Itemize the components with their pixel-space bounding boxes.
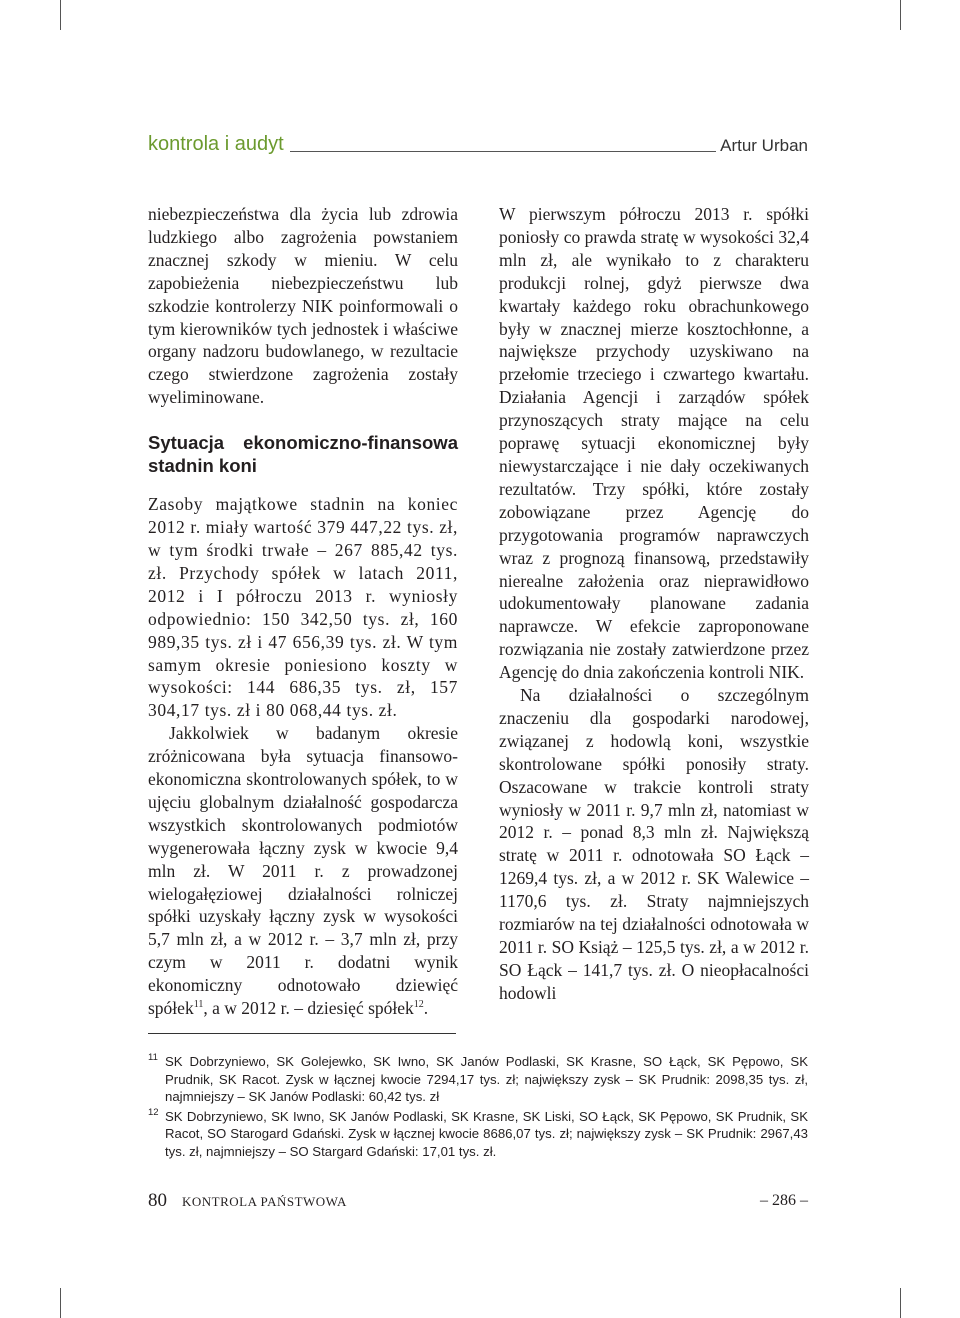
crop-mark (900, 0, 901, 30)
page-footer (148, 1190, 808, 1214)
footnote-12 (148, 1108, 808, 1161)
running-header (148, 133, 808, 163)
left-paragraph-1: niebezpieczeństwa dla życia lub zdrowia ludzkiego albo zagrożenia powstaniem znacznej szkody w mieniu. W celu zapobieżenia niebezpieczeństwu lub szkodzie kontrolerzy NIK poinformowali o tym kierowników tych jednostek i właściwe organy nadzoru budowlanego, w rezultacie czego stwierdzone zagrożenia zostały wyeliminowane. (148, 204, 458, 408)
footnote-ref-12[interactable]: 12 (413, 999, 424, 1011)
footnote-number: 11 (148, 1052, 158, 1063)
left-paragraph-3-text-mid: , a w 2012 r. – dziesięć spółek (203, 998, 414, 1019)
right-paragraph-1: W pierwszym półroczu 2013 r. spółki poniosły co prawda stratę w wysokości 32,4 mln zł, ale wynikało to z charakteru produkcji rolnej, gdyż pierwsze dwa kwartały każdego roku obrachunkowego były w znacznej mierze kosztochłonne, a największe przychody uzyskiwano na przełomie trzeciego i czwartego kwartału. Działania Agencji i zarządów spółek przynoszących straty mające na celu poprawę sytuacji ekonomicznej były niewystarczające i nie dały oczekiwanych rezultatów. Trzy spółki, które zostały zobowiązane przez Agencję do przygotowania programów naprawczych wraz z prognozą finansową, przedstawiły nierealne założenia oraz nieprawidłowo udokumentowały planowane zadania naprawcze. W efekcie zaproponowane rozwiązania nie zostały zatwierdzone przez Agencję do dnia zakończenia kontroli NIK. (499, 204, 809, 683)
left-paragraph-3-text: Jakkolwiek w badanym okresie zróżnicowana była sytuacja finansowo-ekonomiczna skontrolowanych spółek, to w ujęciu globalnym działalność gospodarcza wszystkich skontrolowanych podmiotów wygenerowała łączny zysk w kwocie 9,4 mln zł. W 2011 r. z prowadzonej wielogałęziowej działalności rolniczej spółki uzyskały łączny zysk w wysokości 5,7 mln zł, a w 2012 r. – 3,7 mln zł, przy czym w 2011 r. dodatni wynik ekonomiczny odnotowało dziewięć spółek (148, 723, 458, 1019)
header-rule (290, 151, 716, 152)
footnote-11 (148, 1053, 808, 1106)
journal-name: KONTROLA PAŃSTWOWA (182, 1194, 347, 1209)
crop-mark (60, 0, 61, 30)
issue-number: – 286 – (760, 1192, 808, 1209)
left-paragraph-3-text-end: . (423, 998, 429, 1019)
section-label: kontrola i audyt (148, 133, 284, 155)
author-name: Artur Urban (720, 136, 808, 155)
left-paragraph-3 (148, 722, 458, 1020)
footnote-text: SK Dobrzyniewo, SK Iwno, SK Janów Podlaski, SK Krasne, SK Liski, SO Łąck, SK Pępowo, SK Prudnik, SK Racot, SO Starogard Gdański. Zysk w łącznej kwocie 8686,07 tys. zł; największy zysk – SK Prudnik: 2967,43 tys. zł, najmniejszy – SO Stargard Gdański: 17,01 tys. zł. (165, 1108, 808, 1159)
right-paragraph-2: Na działalności o szczególnym znaczeniu dla gospodarki narodowej, związanej z hodowlą koni, wszystkie skontrolowane spółki ponosiły straty. Oszacowane w trakcie kontroli straty wyniosły w 2011 r. 9,7 mln zł, natomiast w 2012 r. – ponad 8,3 mln zł. Największą stratę w 2011 r. odnotowała SO Łąck – 1269,4 tys. zł, a w 2012 r. SK Walewice – 1170,6 tys. zł. Straty najmniejszych rozmiarów na tej działalności odnotowała w 2011 r. SO Książ – 125,5 tys. zł, a w 2012 r. SO Łąck – 141,7 tys. zł. O nieopłacalności hodowli (499, 685, 809, 1003)
right-column (499, 203, 809, 1005)
page-number: 80 (148, 1190, 167, 1211)
footnote-ref-11[interactable]: 11 (193, 999, 204, 1011)
crop-mark (60, 1288, 61, 1318)
footnote-rule (148, 1033, 456, 1034)
footnote-number: 12 (148, 1106, 159, 1118)
footnote-text: SK Dobrzyniewo, SK Golejewko, SK Iwno, SK Janów Podlaski, SK Krasne, SO Łąck, SK Pępowo, SK Prudnik, SK Racot. Zysk w łącznej kwocie 7294,17 tys. zł; największy zysk – SK Prudnik: 2098,35 tys. zł, najmniejszy – SK Janów Podlaski: 60,42 tys. zł (165, 1054, 808, 1104)
crop-mark (900, 1288, 901, 1318)
left-paragraph-2: Zasoby majątkowe stadnin na koniec 2012 r. miały wartość 379 447,22 tys. zł, w tym środki trwałe – 267 885,42 tys. zł. Przychody spółek w latach 2011, 2012 i I półroczu 2013 r. wyniosły odpowiednio: 150 342,50 tys. zł, 160 989,35 tys. zł i 47 656,39 tys. zł. W tym samym okresie poniesiono koszty w wysokości: 144 686,35 tys. zł, 157 304,17 tys. zł i 80 068,44 tys. zł. (148, 494, 458, 721)
section-heading: Sytuacja ekonomiczno-finansowa stadnin koni (148, 432, 458, 477)
left-column (148, 203, 458, 1020)
footnotes (148, 1053, 808, 1162)
